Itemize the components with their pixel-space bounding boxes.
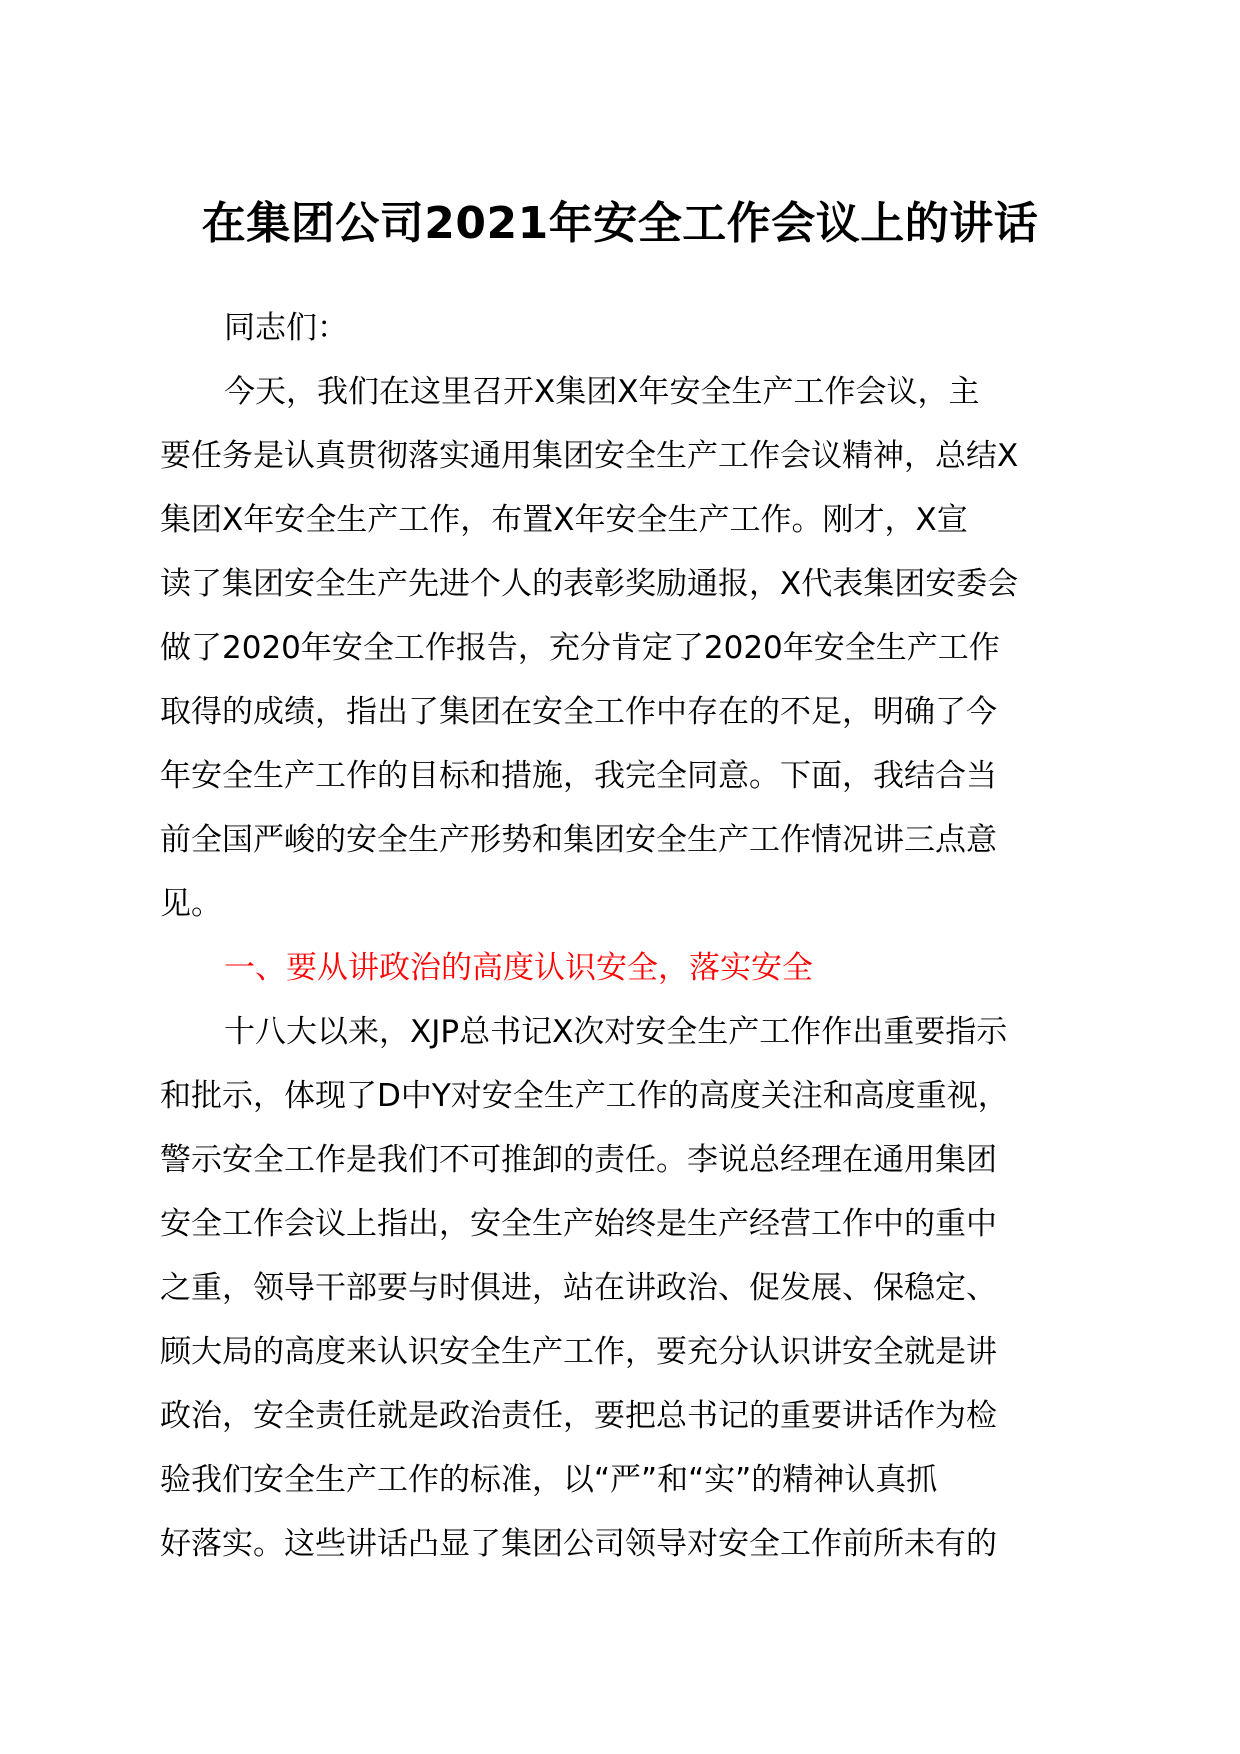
document-body: [160, 296, 1100, 1576]
document-title: 在集团公司2021年安全工作会议上的讲话: [201, 198, 1039, 249]
section-heading: 一、要从讲政治的高度认识安全，落实安全: [224, 950, 813, 986]
text-line: 顾大局的高度来认识安全生产工作，要充分认识讲安全就是讲: [160, 1334, 997, 1370]
text-line: 安全工作会议上指出，安全生产始终是生产经营工作中的重中: [160, 1206, 997, 1242]
text-line: 好落实。这些讲话凸显了集团公司领导对安全工作前所未有的: [160, 1526, 997, 1562]
text-line: 十八大以来，XJP总书记X次对安全生产工作作出重要指示: [224, 1014, 1008, 1050]
text-line: 警示安全工作是我们不可推卸的责任。李说总经理在通用集团: [160, 1142, 997, 1178]
text-line: 取得的成绩，指出了集团在安全工作中存在的不足，明确了今: [160, 694, 997, 730]
text-line: 验我们安全生产工作的标准，以“严”和“实”的精神认真抓: [160, 1462, 938, 1498]
text-line: 见。: [160, 886, 222, 922]
text-line: 做了2020年安全工作报告，充分肯定了2020年安全生产工作: [160, 630, 1000, 666]
text-line: 和批示，体现了D中Y对安全生产工作的高度关注和高度重视，: [160, 1078, 1009, 1114]
text-line: 政治，安全责任就是政治责任，要把总书记的重要讲话作为检: [160, 1398, 997, 1434]
text-line: 前全国严峻的安全生产形势和集团安全生产工作情况讲三点意: [160, 822, 997, 858]
text-line: 年安全生产工作的目标和措施，我完全同意。下面，我结合当: [160, 758, 997, 794]
text-line: 之重，领导干部要与时俱进，站在讲政治、促发展、保稳定、: [160, 1270, 997, 1306]
text-line: 要任务是认真贯彻落实通用集团安全生产工作会议精神，总结X: [160, 438, 1019, 474]
text-line: 今天，我们在这里召开X集团X年安全生产工作会议，主: [224, 374, 980, 410]
text-line: 集团X年安全生产工作，布置X年安全生产工作。刚才，X宣: [160, 502, 968, 538]
text-line: 读了集团安全生产先进个人的表彰奖励通报，X代表集团安委会: [160, 566, 1019, 602]
text-line: 同志们：: [224, 310, 348, 346]
